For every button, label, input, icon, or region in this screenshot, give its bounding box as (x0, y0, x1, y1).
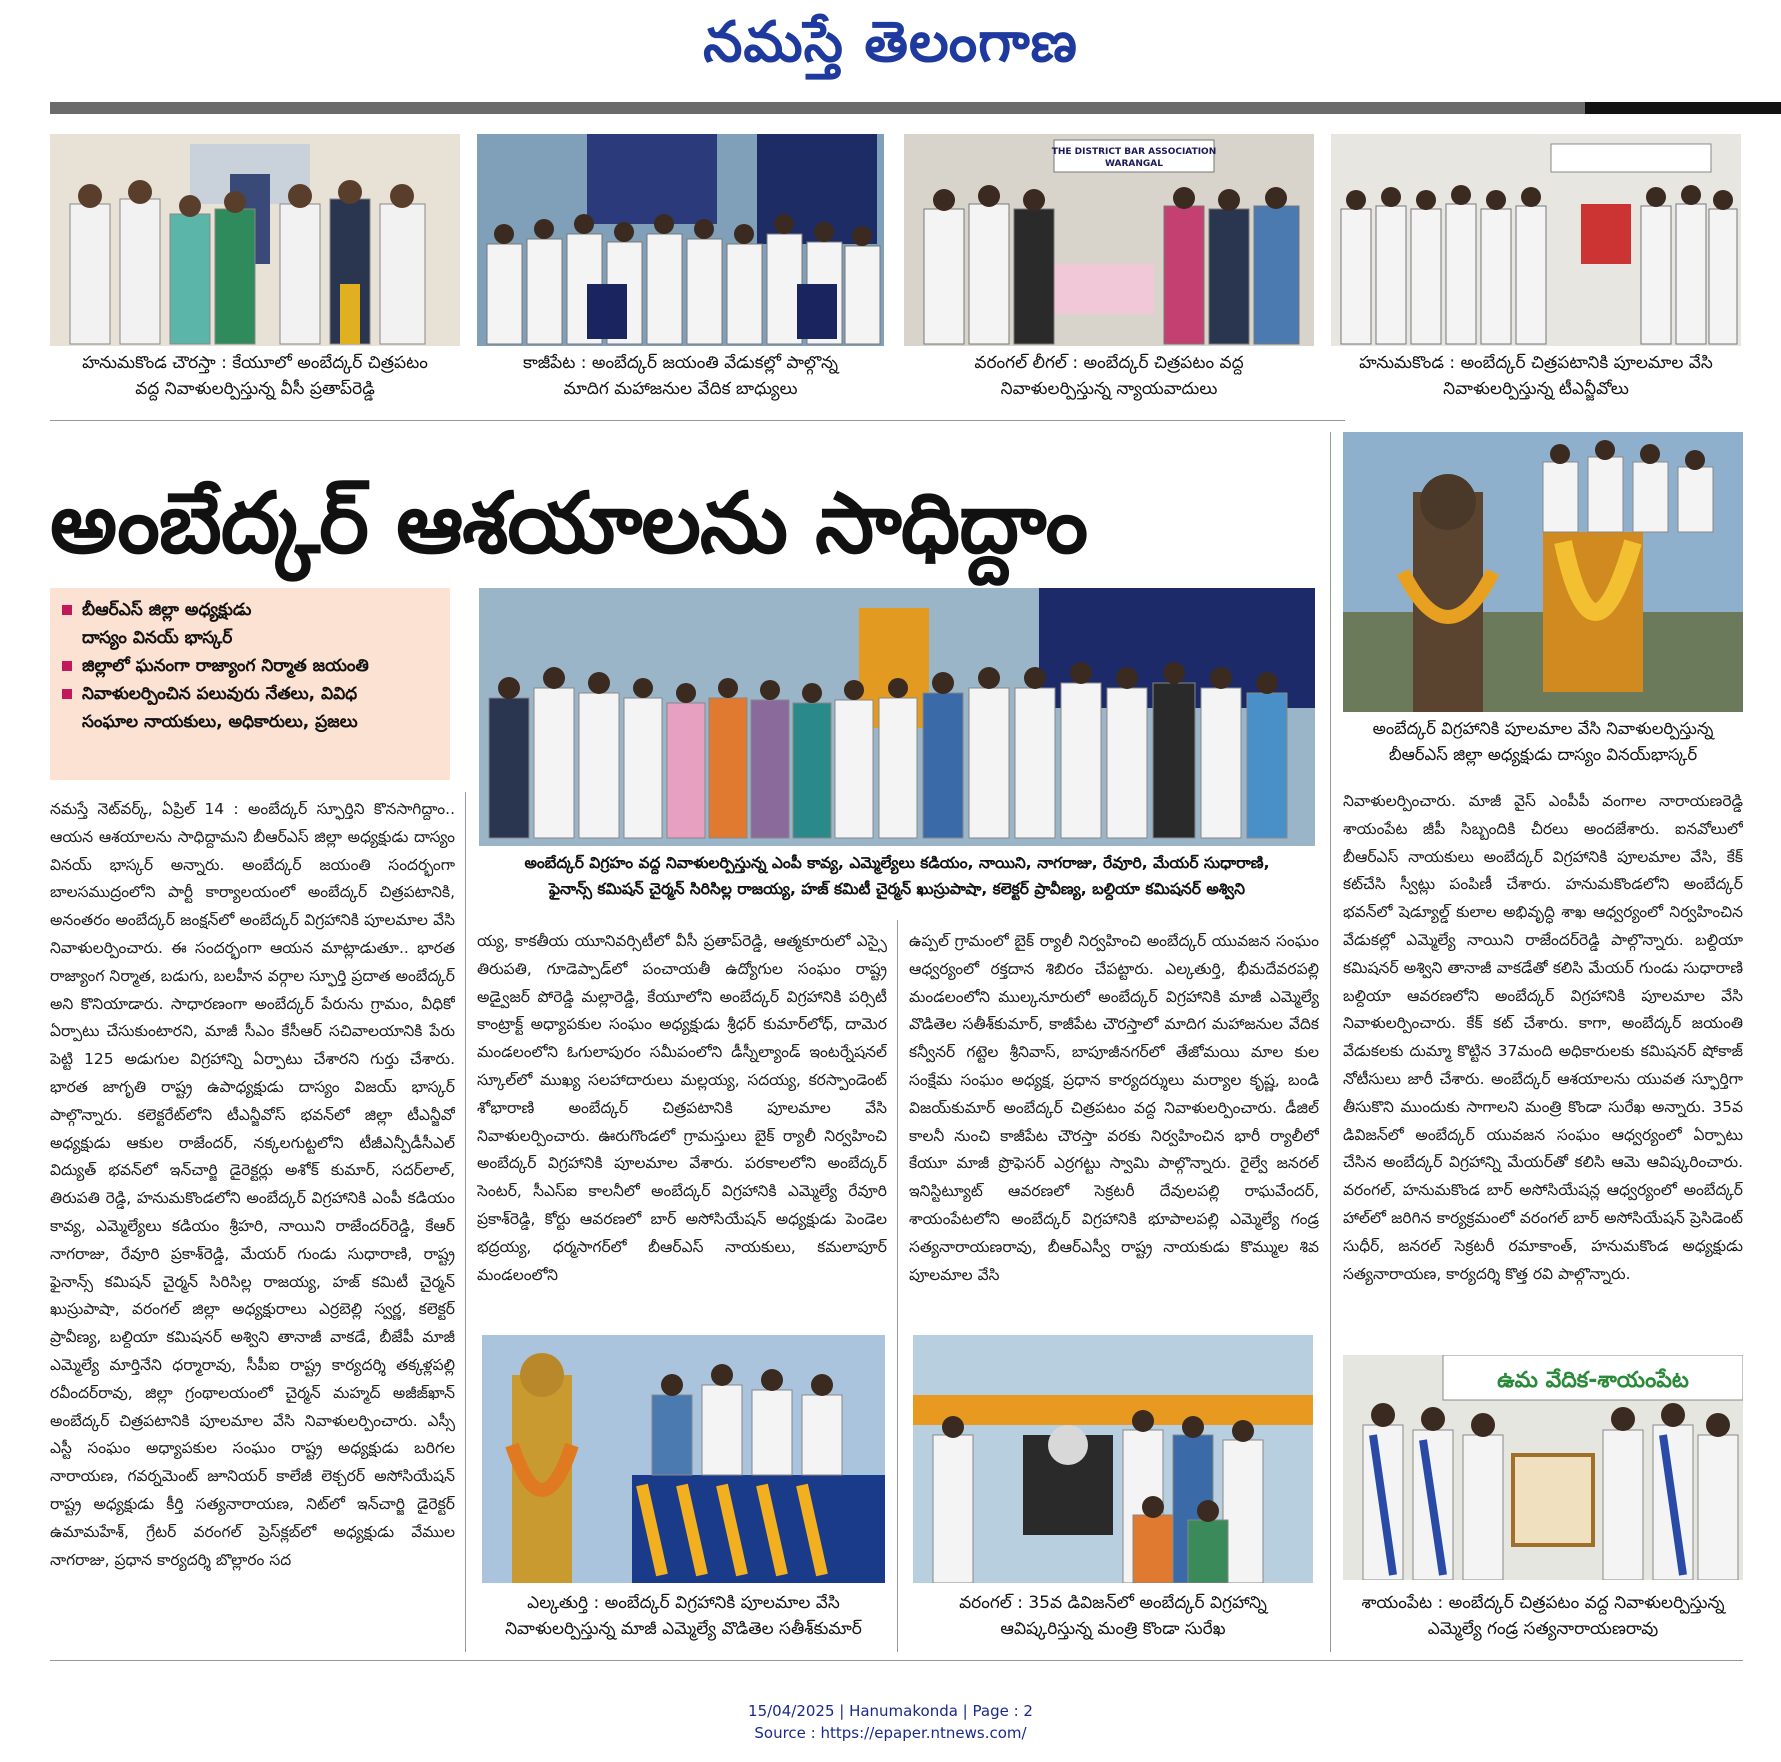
caption-line: హనుమకొండ చౌరస్తా : కేయూలో అంబేద్కర్ చిత్రపటం (82, 353, 428, 373)
photo-kazipet-rally (477, 134, 884, 346)
photo-tngos (1331, 134, 1741, 346)
column-divider (465, 792, 466, 1652)
caption-tngos (1331, 350, 1741, 402)
caption-main (479, 850, 1315, 902)
caption-line: ఎల్కతుర్తి : అంబేద్కర్ విగ్రహానికి పూలమాల వేసి (527, 1593, 840, 1613)
caption-ku-vc (50, 350, 460, 402)
headline: అంబేద్కర్ ఆశయాలను సాధిద్దాం (50, 474, 1088, 572)
caption-35-division (913, 1590, 1313, 1642)
caption-legal (904, 350, 1314, 402)
caption-line: నివాళులర్పిస్తున్న న్యాయవాదులు (1000, 379, 1218, 399)
article-column-3: ఉప్పల్ గ్రామంలో బైక్ ర్యాలీ నిర్వహించి అంబేద్కర్ యువజన సంఘం ఆధ్వర్యంలో రక్తదాన శిబిరం చేపట్టారు. ఎల్కతుర్తి, భీమదేవరపల్లి మండలంలోని ముల్కనూరులో అంబేద్కర్ విగ్రహానికి మాజీ ఎమ్మెల్యే వొడితెల సతీశ్‌కుమార్, కాజీపేట చౌరస్తాలో మాదిగ మహాజనుల వేదిక కన్వీనర్ గట్టెల శ్రీనివాస్, బాపూజీనగర్‌లో తేజోమయి మాల కుల సంక్షేమ సంఘం అధ్యక్ష, ప్రధాన కార్యదర్శులు మర్యాల కృష్ణ, బండి విజయ్‌కుమార్ అంబేద్కర్ చిత్రపటం వద్ద నివాళులర్పించారు. డీజిల్ కాలనీ నుంచి కాజీపేట చౌరస్తా వరకు నిర్వహించిన భారీ ర్యాలీలో కేయూ మాజీ ప్రొఫెసర్ ఎర్రగట్టు స్వామి పాల్గొన్నారు. రైల్వే జనరల్ ఇనిస్టిట్యూట్ ఆవరణలో సెక్రటరీ దేవులపల్లి రాఘవేందర్, శాయంపేటలోని అంబేద్కర్ విగ్రహానికి భూపాలపల్లి ఎమ్మెల్యే గండ్ర సత్యనారాయణరావు, బీఆర్ఎస్వీ రాష్ట్ర నాయకుడు కొమ్ముల శివ పూలమాల వేసి (909, 932, 1319, 1284)
bullet-icon (62, 661, 72, 671)
photo-shayampet (1343, 1355, 1743, 1580)
article-column-4: నివాళులర్పించారు. మాజీ వైస్ ఎంపీపీ వంగాల నారాయణరెడ్డి శాయంపేట జీపీ సిబ్బందికి చీరలు అందజేశారు. ఐనవోలులో బీఆర్ఎస్ నాయకులు అంబేద్కర్ విగ్రహానికి పూలమాల వేసి, కేక్ కట్‌చేసి స్వీట్లు పంపిణీ చేశారు. హనుమకొండలోని అంబేద్కర్ భవన్‌లో షెడ్యూల్డ్ కులాల అభివృద్ధి శాఖ ఆధ్వర్యంలో నిర్వహించిన వేడుకల్లో ఎమ్మెల్యే నాయిని రాజేందర్‌రెడ్డి పాల్గొన్నారు. బల్దియా కమిషనర్ అశ్విని తానాజీ వాకడేతో కలిసి మేయర్ గుండు సుధారాణి బల్దియా ఆవరణలోని అంబేద్కర్ విగ్రహానికి పూలమాల వేసి నివాళులర్పించారు. కేక్ కట్ చేశారు. కాగా, అంబేద్కర్ జయంతి వేడుకలకు దుమ్మా కొట్టిన 37మంది అధికారులకు కమిషనర్ షోకాజ్ నోటీసులు జారీ చేశారు. అంబేద్కర్ ఆశయాలను యువత స్ఫూర్తిగా తీసుకొని ముందుకు సాగాలని మంత్రి కొండా సురేఖ అన్నారు. 35వ డివిజన్‌లో అంబేద్కర్ యువజన సంఘం ఆధ్వర్యంలో ఏర్పాటు చేసిన అంబేద్కర్ విగ్రహాన్ని మేయర్‌తో కలిసి ఆమె ఆవిష్కరించారు. వరంగల్, హనుమకొండ బార్ అసోసియేషన్ల ఆధ్వర్యంలో అంబేద్కర్ హాల్‌లో జరిగిన కార్యక్రమంలో వరంగల్ బార్ అసోసియేషన్ ప్రెసిడెంట్ సుధీర్, జనరల్ సెక్రటరీ రమాకాంత్, హనుమకొండ అధ్యక్షుడు సత్యనారాయణ, కార్యదర్శి కొత్త రవి పాల్గొన్నారు. (1343, 792, 1743, 1283)
column-divider (897, 920, 898, 1652)
caption-line: ఫైనాన్స్ కమిషన్ చైర్మన్ సిరిసిల్ల రాజయ్య, హజ్ కమిటీ చైర్మన్ ఖుస్రుపాషా, కలెక్టర్ ప్రావీణ్య, బల్దియా కమిషనర్ అశ్విని (549, 880, 1245, 898)
caption-elkathurthi (482, 1590, 885, 1642)
caption-line: కాజీపేట : అంబేద్కర్ జయంతి వేడుకల్లో పాల్గొన్న (523, 353, 838, 373)
caption-line: అంబేద్కర్ విగ్రహం వద్ద నివాళులర్పిస్తున్న ఎంపీ కావ్య, ఎమ్మెల్యేలు కడియం, నాయిని, నాగరాజు, రేవూరి, మేయర్ సుధారాణి, (524, 854, 1270, 872)
footer-divider (50, 1660, 1743, 1661)
masthead-rule (50, 102, 1781, 114)
section-divider (50, 420, 1345, 421)
caption-line: నివాళులర్పిస్తున్న మాజీ ఎమ్మెల్యే వొడితెల సతీశ్‌కుమార్ (505, 1619, 862, 1639)
photo-vinay-bhaskar-statue (1343, 432, 1743, 712)
highlights-box (50, 588, 450, 780)
masthead-rule-accent (1585, 102, 1781, 114)
caption-vinay-bhaskar (1343, 716, 1743, 768)
highlight-item (62, 680, 438, 708)
photo-ku-vc (50, 134, 460, 346)
shayampet-banner-text: ఉమ వేదిక-శాయంపేట (1497, 1368, 1689, 1393)
highlight-line: జిల్లాలో ఘనంగా రాజ్యాంగ నిర్మాత జయంతి (82, 656, 369, 676)
caption-line: హనుమకొండ : అంబేద్కర్ చిత్రపటానికి పూలమాల వేసి (1359, 353, 1713, 373)
highlight-item (62, 596, 438, 624)
caption-line: వరంగల్ లీగల్ : అంబేద్కర్ చిత్రపటం వద్ద (974, 353, 1244, 373)
photo-main-statue-leaders (479, 588, 1315, 846)
highlight-line: దాస్యం వినయ్ భాస్కర్ (82, 628, 233, 648)
article-column-2: య్య, కాకతీయ యూనివర్సిటీలో వీసీ ప్రతాప్‌రెడ్డి, ఆత్మకూరులో ఎస్సై తిరుపతి, గూడెప్పాడ్‌లో పంచాయతీ ఉద్యోగుల సంఘం రాష్ట్ర అడ్వైజర్ పోరెడ్డి మల్లారెడ్డి, కేయూలోని అంబేద్కర్ విగ్రహానికి పర్సిటీ కాంట్రాక్ట్ అధ్యాపకుల సంఘం అధ్యక్షుడు శ్రీధర్ కుమార్‌లోధ్, దామెర మండలంలోని ఓగులాపురం సమీపంలోని డీస్నీల్యాండ్ ఇంటర్నేషనల్ స్కూల్‌లో ముఖ్య సలహాదారులు మల్లయ్య, సదయ్య, కరస్పాండెంట్ శోభారాణి అంబేద్కర్ చిత్రపటానికి పూలమాల వేసి నివాళులర్పించారు. ఊరుగొండలో గ్రామస్తులు బైక్ ర్యాలీ నిర్వహించి అంబేద్కర్ విగ్రహానికి పూలమాల వేశారు. పరకాలలోని అంబేద్కర్ సెంటర్, సీఎస్ఐ కాలనీలో అంబేద్కర్ విగ్రహానికి ఎమ్మెల్యే రేవూరి ప్రకాశ్‌రెడ్డి, కోర్టు ఆవరణలో బార్ అసోసియేషన్ అధ్యక్షుడు పెండెల భద్రయ్య, ధర్మసాగర్‌లో బీఆర్ఎస్ నాయకులు, కమలాపూర్ మండలంలోని (477, 932, 887, 1284)
caption-line: శాయంపేట : అంబేద్కర్ చిత్రపటం వద్ద నివాళులర్పిస్తున్న (1361, 1593, 1725, 1613)
bar-association-banner-line2: WARANGAL (1104, 159, 1164, 169)
article-column-1: నమస్తే నెట్‌వర్క్, ఏప్రిల్ 14 : అంబేద్కర్ స్ఫూర్తిని కొనసాగిద్దాం.. ఆయన ఆశయాలను సాధిద్దామని బీఆర్ఎస్ జిల్లా అధ్యక్షుడు దాస్యం వినయ్ భాస్కర్ అన్నారు. అంబేద్కర్ జయంతి సందర్భంగా బాలసముద్రంలోని పార్టీ కార్యాలయంలో అంబేద్కర్ చిత్రపటానికి, అనంతరం అంబేద్కర్ జంక్షన్‌లో అంబేద్కర్ విగ్రహానికి పూలమాల వేసి నివాళులర్పించారు. ఈ సందర్భంగా ఆయన మాట్లాడుతూ.. భారత రాజ్యాంగ నిర్మాత, బడుగు, బలహీన వర్గాల స్ఫూర్తి ప్రదాత అంబేద్కర్ అని కొనియాడారు. సాధారణంగా అంబేద్కర్ పేరును గ్రామం, వీధికో ఏర్పాటు చేసుకుంటారని, మాజీ సీఎం కేసీఆర్ సచివాలయానికి పేరు పెట్టి 125 అడుగుల విగ్రహాన్ని ఏర్పాటు చేశారని గుర్తు చేశారు. భారత జాగృతి రాష్ట్ర ఉపాధ్యక్షుడు దాస్యం విజయ్ భాస్కర్ పాల్గొన్నారు. కలెక్టరేట్‌లోని టీఎన్జీవోస్ భవన్‌లో జిల్లా టీఎన్జీవో అధ్యక్షుడు ఆకుల రాజేందర్, నక్కలగుట్టలోని టీజీఎన్పీడీసీఎల్ విద్యుత్ భవన్‌లో ఇన్‌చార్జి డైరెక్టర్లు అశోక్ కుమార్, సదర్‌లాల్, తిరుపతి రెడ్డి, హనుమకొండలోని అంబేద్కర్ విగ్రహానికి ఎంపీ కడియం కావ్య, ఎమ్మెల్యేలు కడియం శ్రీహరి, నాయిని రాజేందర్‌రెడ్డి, కేఆర్ నాగరాజు, రేవూరి ప్రకాశ్‌రెడ్డి, మేయర్ గుండు సుధారాణి, రాష్ట్ర ఫైనాన్స్ కమిషన్ చైర్మన్ సిరిసిల్ల రాజయ్య, హజ్ కమిటీ చైర్మన్ ఖుస్రుపాషా, వరంగల్ జిల్లా అధ్యక్షురాలు ఎర్రబెల్లి స్వర్ణ, కలెక్టర్ ప్రావీణ్య, బల్దియా కమిషనర్ అశ్విని తానాజీ వాకడే, బీజేపీ మాజీ ఎమ్మెల్యే మార్తినేని ధర్మారావు, సీపీఐ రాష్ట్ర కార్యదర్శి తక్కళ్లపల్లి రవీందర్‌రావు, జిల్లా గ్రంథాలయంలో చైర్మన్ మహ్మద్ అజీజ్‌ఖాన్ అంబేద్కర్ చిత్రపటానికి పూలమాల వేసి నివాళులర్పించారు. ఎస్సీ ఎస్టీ సంఘం అధ్యాపకుల సంఘం రాష్ట్ర అధ్యక్షుడు బరిగల నారాయణ, గవర్నమెంట్ జూనియర్ కాలేజీ లెక్చరర్ అసోసియేషన్ రాష్ట్ర అధ్యక్షుడు కీర్తి సత్యనారాయణ, నిట్‌లో ఇన్‌చార్జి డైరెక్టర్ ఉమామహేశ్, గ్రేటర్ వరంగల్ ప్రెస్‌క్లబ్‌లో అధ్యక్షుడు వేముల నాగరాజు, ప్రధాన కార్యదర్శి బొల్లారం సద (50, 800, 455, 1569)
footer-source-link[interactable]: Source : https://epaper.ntnews.com/ (754, 1724, 1027, 1742)
masthead-title: నమస్తే తెలంగాణ (703, 10, 1078, 75)
highlight-line: బీఆర్ఎస్ జిల్లా అధ్యక్షుడు (82, 600, 252, 620)
caption-line: నివాళులర్పిస్తున్న టీఎన్జీవోలు (1443, 379, 1629, 399)
bar-association-banner-line1: THE DISTRICT BAR ASSOCIATION (1051, 147, 1217, 157)
footer-date-page: 15/04/2025 | Hanumakonda | Page : 2 (748, 1702, 1033, 1720)
caption-line: మాదిగ మహాజనుల వేదిక బాధ్యులు (563, 379, 798, 399)
bullet-icon (62, 605, 72, 615)
photo-legal-advocates (904, 134, 1314, 346)
caption-line: బీఆర్ఎస్ జిల్లా అధ్యక్షుడు దాస్యం వినయ్‌భాస్కర్ (1388, 745, 1698, 764)
page-footer (0, 1700, 1781, 1744)
highlight-line: సంఘాల నాయకులు, అధికారులు, ప్రజలు (82, 712, 358, 732)
column-divider (1330, 432, 1331, 1652)
caption-line: అంబేద్కర్ విగ్రహానికి పూలమాల వేసి నివాళులర్పిస్తున్న (1372, 719, 1714, 738)
caption-line: ఎమ్మెల్యే గండ్ర సత్యనారాయణరావు (1427, 1619, 1659, 1639)
photo-elkathurthi (482, 1335, 885, 1583)
caption-shayampet (1343, 1590, 1743, 1642)
photo-35-division (913, 1335, 1313, 1583)
highlight-line: నివాళులర్పించిన పలువురు నేతలు, వివిధ (82, 684, 358, 704)
bullet-icon (62, 689, 72, 699)
highlight-item (62, 652, 438, 680)
caption-line: వరంగల్ : 35వ డివిజన్‌లో అంబేద్కర్ విగ్రహాన్ని (959, 1593, 1267, 1613)
caption-line: వద్ద నివాళులర్పిస్తున్న వీసీ ప్రతాప్‌రెడ్డి (135, 379, 375, 399)
caption-kazipet (477, 350, 884, 402)
caption-line: ఆవిష్కరిస్తున్న మంత్రి కొండా సురేఖ (1000, 1619, 1226, 1639)
